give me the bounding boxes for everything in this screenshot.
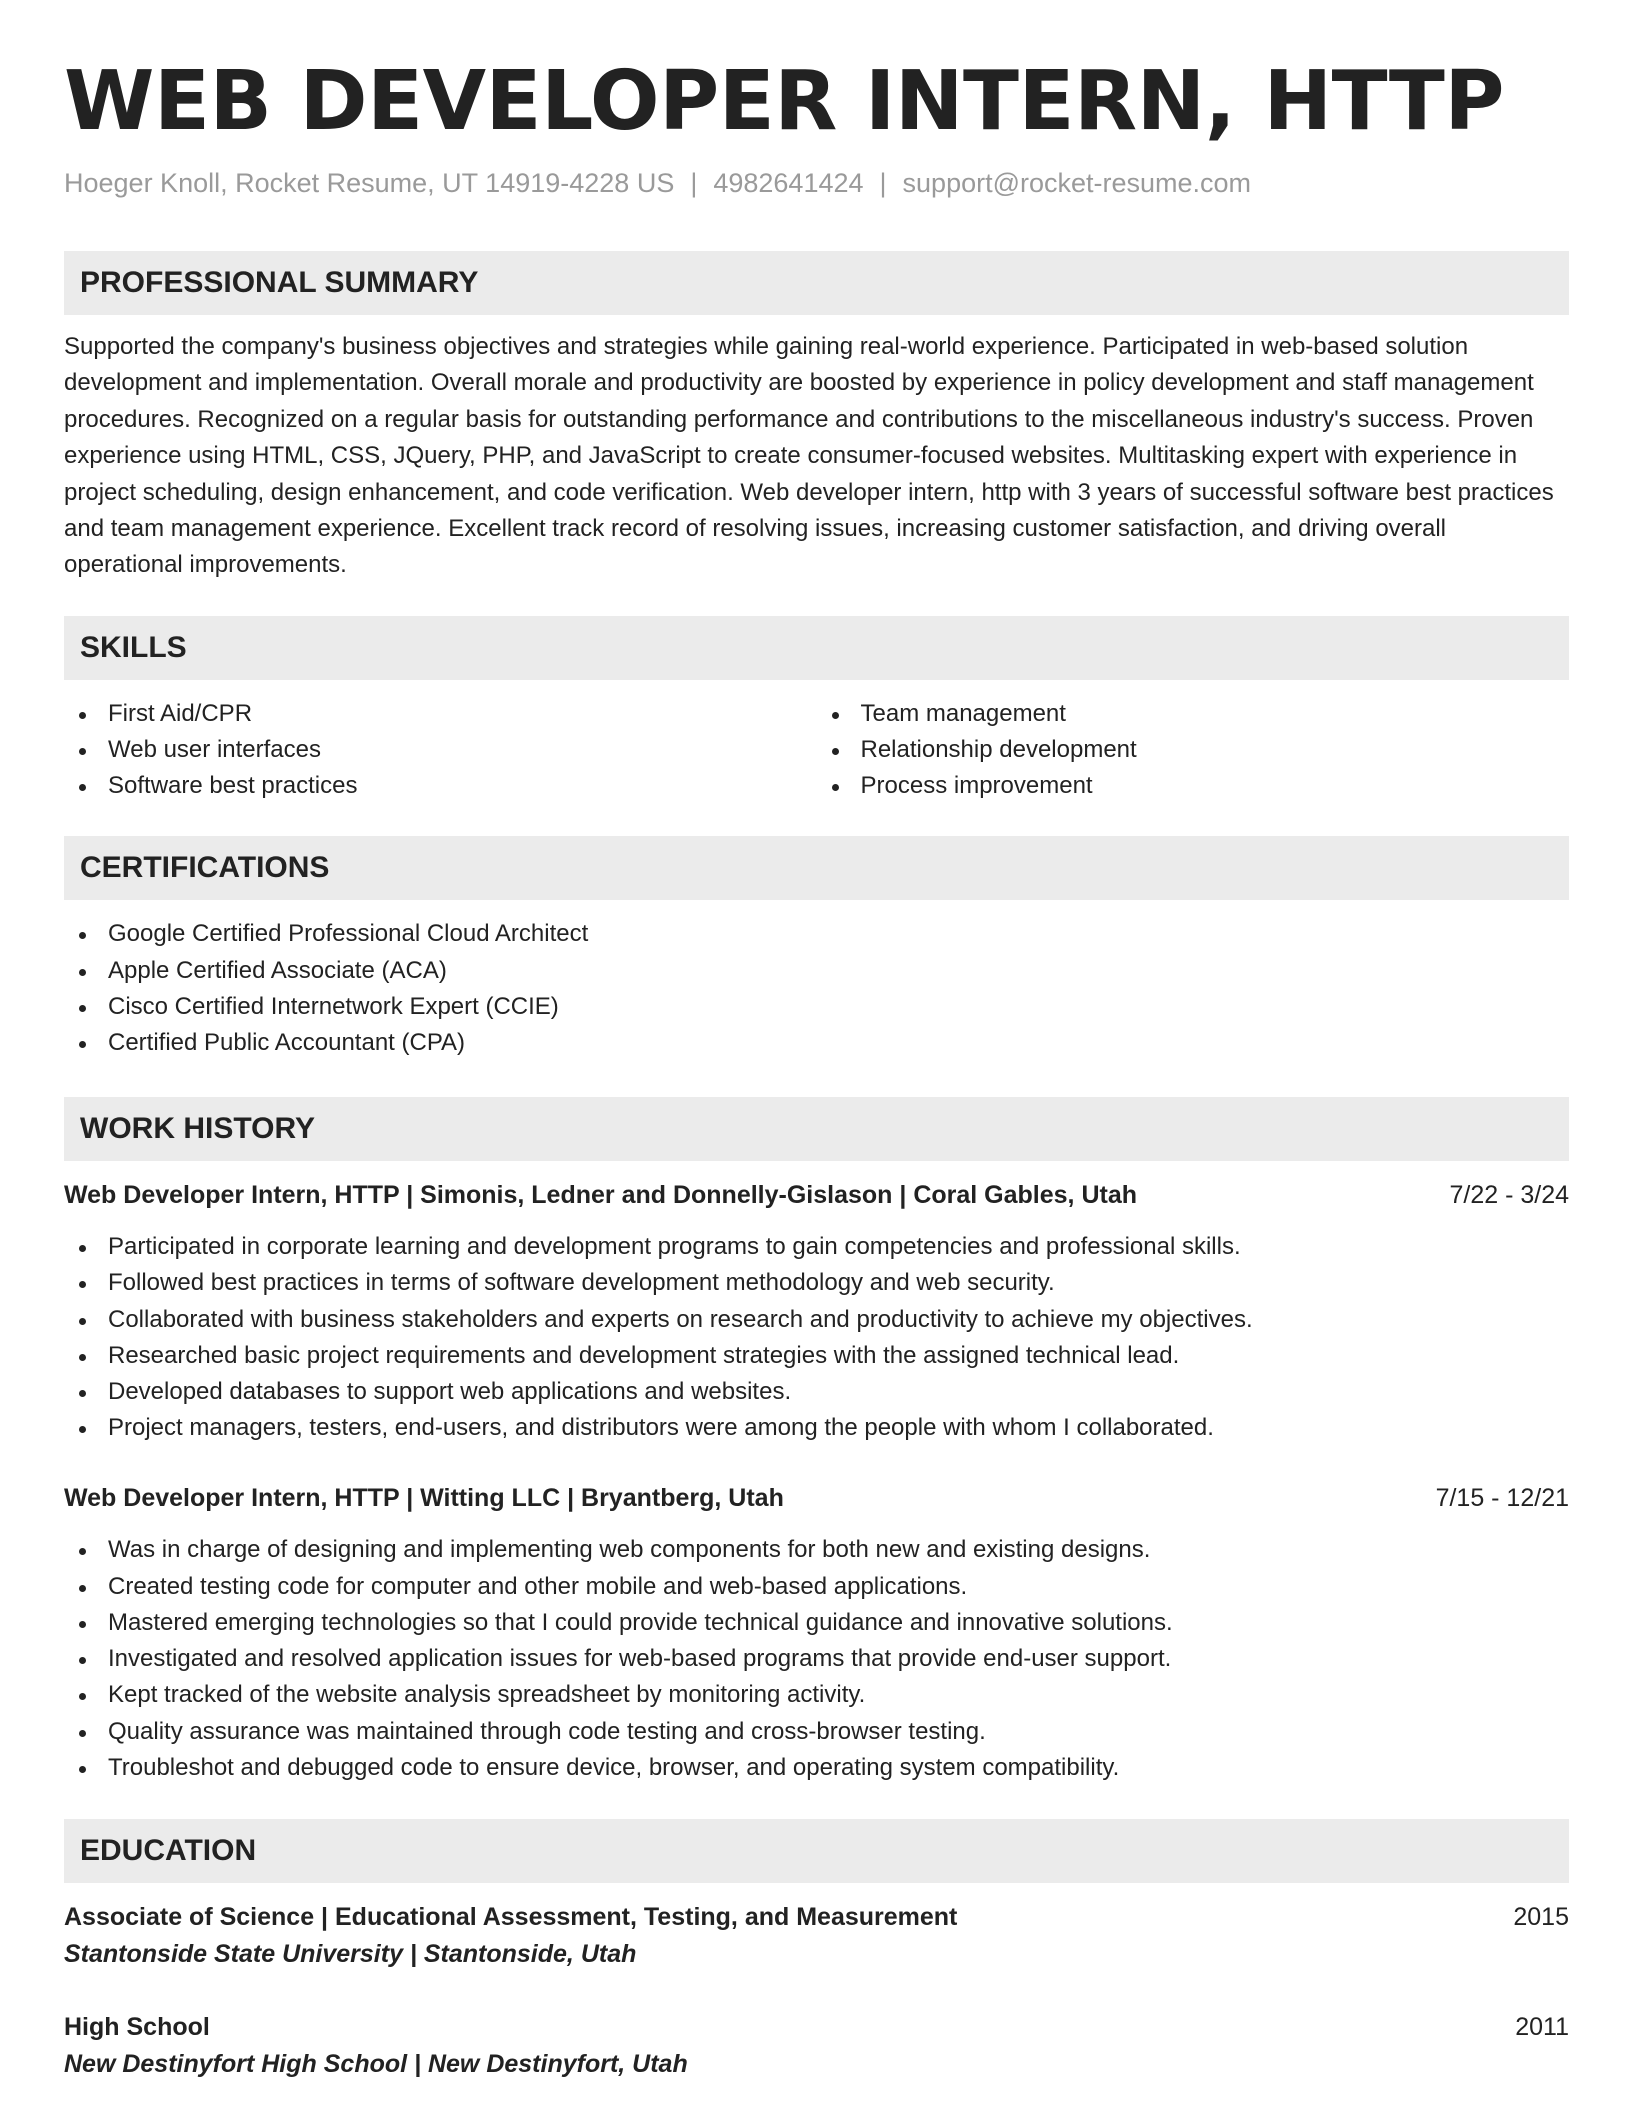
job-bullet: Troubleshot and debugged code to ensure device, browser, and operating system compatibility. [64, 1750, 1569, 1786]
contact-line [64, 166, 1569, 200]
job-bullet: Was in charge of designing and implementing web components for both new and existing designs. [64, 1532, 1569, 1568]
job-header [64, 1177, 1569, 1213]
job-bullet: Quality assurance was maintained through code testing and cross-browser testing. [64, 1714, 1569, 1750]
certification-item: Cisco Certified Internetwork Expert (CCIE) [64, 989, 1569, 1025]
job-bullet: Developed databases to support web applications and websites. [64, 1374, 1569, 1410]
job-title: Web Developer Intern, HTTP | Simonis, Ledner and Donnelly-Gislason | Coral Gables, Utah [64, 1181, 1137, 1210]
contact-separator: | [879, 168, 887, 198]
contact-separator: | [690, 168, 698, 198]
job-entry [64, 1480, 1569, 1785]
contact-phone: 4982641424 [713, 168, 864, 198]
contact-email: support@rocket-resume.com [902, 168, 1252, 198]
job-bullet: Kept tracked of the website analysis spreadsheet by monitoring activity. [64, 1677, 1569, 1713]
section-heading-certifications: CERTIFICATIONS [64, 836, 1569, 900]
skill-item: Web user interfaces [64, 732, 817, 768]
section-heading-work-history: WORK HISTORY [64, 1097, 1569, 1161]
education-entry [64, 2009, 1569, 2083]
skills-grid [64, 696, 1569, 805]
education-year: 2011 [1515, 2012, 1569, 2041]
job-title: Web Developer Intern, HTTP | Witting LLC | Bryantberg, Utah [64, 1484, 784, 1513]
job-bullet: Followed best practices in terms of software development methodology and web security. [64, 1265, 1569, 1301]
certifications-list [64, 916, 1569, 1061]
summary-text: Supported the company's business objectives and strategies while gaining real-world experience. Participated in web-based solution development and implementation. Overall morale and productivity are boosted by experience in policy development and staff management procedures. Recognized on a regular basis for outstanding performance and contributions to the miscellaneous industry's success. Proven experience using HTML, CSS, JQuery, PHP, and JavaScript to create consumer-focused websites. Multitasking expert with experience in project scheduling, design enhancement, and code verification. Web developer intern, http with 3 years of successful software best practices and team management experience. Excellent track record of resolving issues, increasing customer satisfaction, and driving overall operational improvements. [64, 333, 1554, 579]
job-bullets [64, 1229, 1569, 1446]
certification-item: Google Certified Professional Cloud Architect [64, 916, 1569, 952]
job-bullet: Investigated and resolved application issues for web-based programs that provide end-user support. [64, 1641, 1569, 1677]
job-bullet: Collaborated with business stakeholders and experts on research and productivity to achieve my objectives. [64, 1302, 1569, 1338]
skill-item: Relationship development [817, 732, 1570, 768]
job-bullet: Project managers, testers, end-users, and distributors were among the people with whom I collaborated. [64, 1410, 1569, 1446]
job-bullets [64, 1532, 1569, 1785]
job-dates: 7/15 - 12/21 [1435, 1484, 1569, 1513]
resume-name: WEB DEVELOPER INTERN, HTTP [64, 54, 1504, 149]
job-bullet: Created testing code for computer and other mobile and web-based applications. [64, 1569, 1569, 1605]
section-heading-education: EDUCATION [64, 1819, 1569, 1883]
skills-list-left [64, 696, 817, 805]
job-entry [64, 1177, 1569, 1446]
education-degree: High School [64, 2012, 210, 2041]
skill-item: Process improvement [817, 768, 1570, 804]
education-school: New Destinyfort High School | New Destinyfort, Utah [64, 2049, 688, 2078]
job-bullet: Participated in corporate learning and development programs to gain competencies and professional skills. [64, 1229, 1569, 1265]
contact-address: Hoeger Knoll, Rocket Resume, UT 14919-4228 US [64, 168, 675, 198]
certification-item: Apple Certified Associate (ACA) [64, 953, 1569, 989]
job-bullet: Mastered emerging technologies so that I could provide technical guidance and innovative solutions. [64, 1605, 1569, 1641]
education-school: Stantonside State University | Stantonside, Utah [64, 1939, 637, 1968]
job-dates: 7/22 - 3/24 [1449, 1181, 1569, 1210]
skills-list-right [817, 696, 1570, 805]
job-bullet: Researched basic project requirements and development strategies with the assigned technical lead. [64, 1338, 1569, 1374]
skill-item: Software best practices [64, 768, 817, 804]
section-heading-skills: SKILLS [64, 616, 1569, 680]
education-header [64, 2009, 1569, 2045]
job-header [64, 1480, 1569, 1516]
section-heading-summary: PROFESSIONAL SUMMARY [64, 251, 1569, 315]
education-header [64, 1899, 1569, 1935]
education-entry [64, 1899, 1569, 1973]
skill-item: First Aid/CPR [64, 696, 817, 732]
education-year: 2015 [1513, 1902, 1569, 1931]
skill-item: Team management [817, 696, 1570, 732]
education-degree: Associate of Science | Educational Assessment, Testing, and Measurement [64, 1902, 958, 1931]
certification-item: Certified Public Accountant (CPA) [64, 1025, 1569, 1061]
